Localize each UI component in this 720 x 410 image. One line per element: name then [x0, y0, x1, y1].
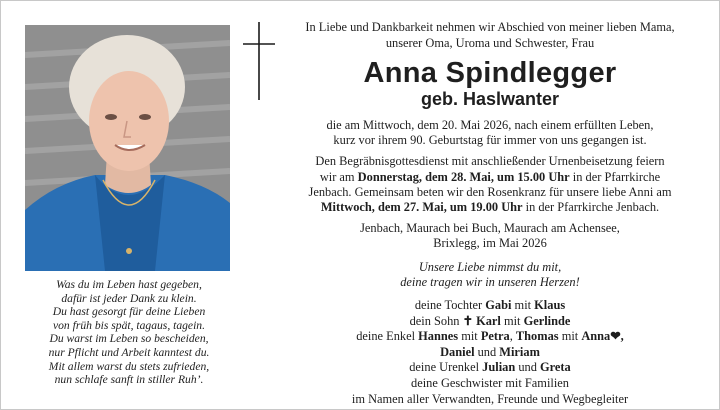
mourners-list — [284, 298, 696, 407]
mourner-text: mit — [500, 313, 524, 328]
mourner-name: Thomas — [515, 329, 559, 344]
heart-icon: ❤ — [610, 329, 621, 344]
mourner-name: Julian — [482, 360, 516, 375]
portrait-image — [25, 25, 230, 271]
death-notice — [284, 118, 696, 148]
place-line: Jenbach, Maurach bei Buch, Maurach am Achensee, — [360, 221, 620, 236]
poem-line: Was du im Leben hast gegeben, — [56, 278, 202, 291]
birth-name: geb. Haslwanter — [420, 89, 560, 109]
mourner-name: Petra — [480, 329, 510, 344]
mourner-line-son — [284, 314, 696, 330]
mourner-line-daughter — [284, 298, 696, 314]
mourner-name: Gerlinde — [523, 313, 571, 328]
mourner-text: mit — [458, 329, 481, 344]
funeral-line — [284, 170, 696, 185]
mourner-line-great-grandchildren — [284, 360, 696, 376]
mourner-name: Daniel — [440, 344, 475, 359]
mourner-name: Miriam — [499, 344, 540, 359]
poem-line: dafür ist jeder Dank zu klein. — [61, 291, 197, 305]
verse-line: deine tragen wir in unseren Herzen! — [400, 274, 580, 289]
poem-line: nun schlafe sanft in stiller Ruh’. — [54, 373, 204, 387]
place-date — [284, 221, 696, 251]
mourner-name: Gabi — [485, 298, 512, 313]
mourner-text: , — [509, 329, 516, 344]
intro-line: In Liebe und Dankbarkeit nehmen wir Abschied von meiner lieben Mama, — [305, 20, 675, 34]
mourner-line-relatives: im Namen aller Verwandten, Freunde und Wegbegleiter — [351, 391, 629, 406]
mourner-text: dein Sohn — [409, 313, 463, 328]
verse-line: Unsere Liebe nimmst du mit, — [418, 259, 562, 274]
death-notice-line: die am Mittwoch, dem 20. Mai 2026, nach einem erfüllten Leben, — [326, 118, 654, 132]
mourner-text: und — [474, 344, 500, 359]
mourner-name: Greta — [540, 360, 571, 375]
poem-line: nur Pflicht und Arbeit kanntest du. — [48, 345, 210, 359]
rosary-date: Mittwoch, dem 27. Mai, um 19.00 Uhr — [320, 200, 523, 215]
obituary-text — [284, 20, 696, 407]
place-line: Brixlegg, im Mai 2026 — [433, 236, 547, 251]
mourner-text: mit — [558, 329, 582, 344]
poem-line: von früh bis spät, tagaus, tagein. — [52, 318, 205, 332]
mourner-text: deine Urenkel — [409, 360, 483, 375]
mourner-name: Karl — [476, 313, 501, 328]
closing-verse — [284, 260, 696, 290]
memorial-poem — [22, 278, 236, 387]
death-notice-line: kurz vor ihrem 90. Geburtstag für immer von uns gegangen ist. — [333, 133, 647, 148]
funeral-text: wir am — [319, 169, 358, 184]
mourner-name: Hannes — [418, 329, 459, 344]
mourner-text: und — [515, 360, 541, 375]
deceased-cross-icon: ✝ — [462, 313, 473, 328]
mourner-line-siblings: deine Geschwister mit Familien — [411, 376, 569, 390]
funeral-info — [284, 154, 696, 215]
funeral-date: Donnerstag, dem 28. Mai, um 15.00 Uhr — [357, 169, 570, 184]
funeral-line — [284, 200, 696, 215]
funeral-text: in der Pfarrkirche Jenbach. — [522, 200, 660, 215]
poem-line: Du hast gesorgt für deine Lieben — [52, 305, 206, 319]
mourner-name: Anna — [581, 329, 611, 344]
portrait-photo — [25, 25, 230, 271]
latin-cross-icon — [243, 22, 275, 100]
poem-line: Mit allem warst du stets zufrieden, — [48, 359, 210, 373]
deceased-name: Anna Spindlegger — [363, 57, 617, 89]
mourner-text: deine Enkel — [356, 329, 419, 344]
mourner-text: mit — [511, 298, 535, 313]
mourner-text: , — [620, 329, 624, 344]
intro-text — [284, 20, 696, 51]
funeral-line: Den Begräbnisgottesdienst mit anschließender Urnenbeisetzung feiern — [315, 154, 665, 169]
mourner-text: deine Tochter — [414, 298, 486, 313]
mourner-line-grandchildren-cont — [284, 345, 696, 361]
poem-line: Du warst im Leben so bescheiden, — [49, 332, 209, 346]
mourner-line-grandchildren — [284, 329, 696, 345]
intro-line: unserer Oma, Uroma und Schwester, Frau — [385, 35, 595, 50]
funeral-line: Jenbach. Gemeinsam beten wir den Rosenkranz für unsere liebe Anni am — [308, 184, 672, 199]
funeral-text: in der Pfarrkirche — [569, 169, 661, 184]
mourner-name: Klaus — [534, 298, 566, 313]
